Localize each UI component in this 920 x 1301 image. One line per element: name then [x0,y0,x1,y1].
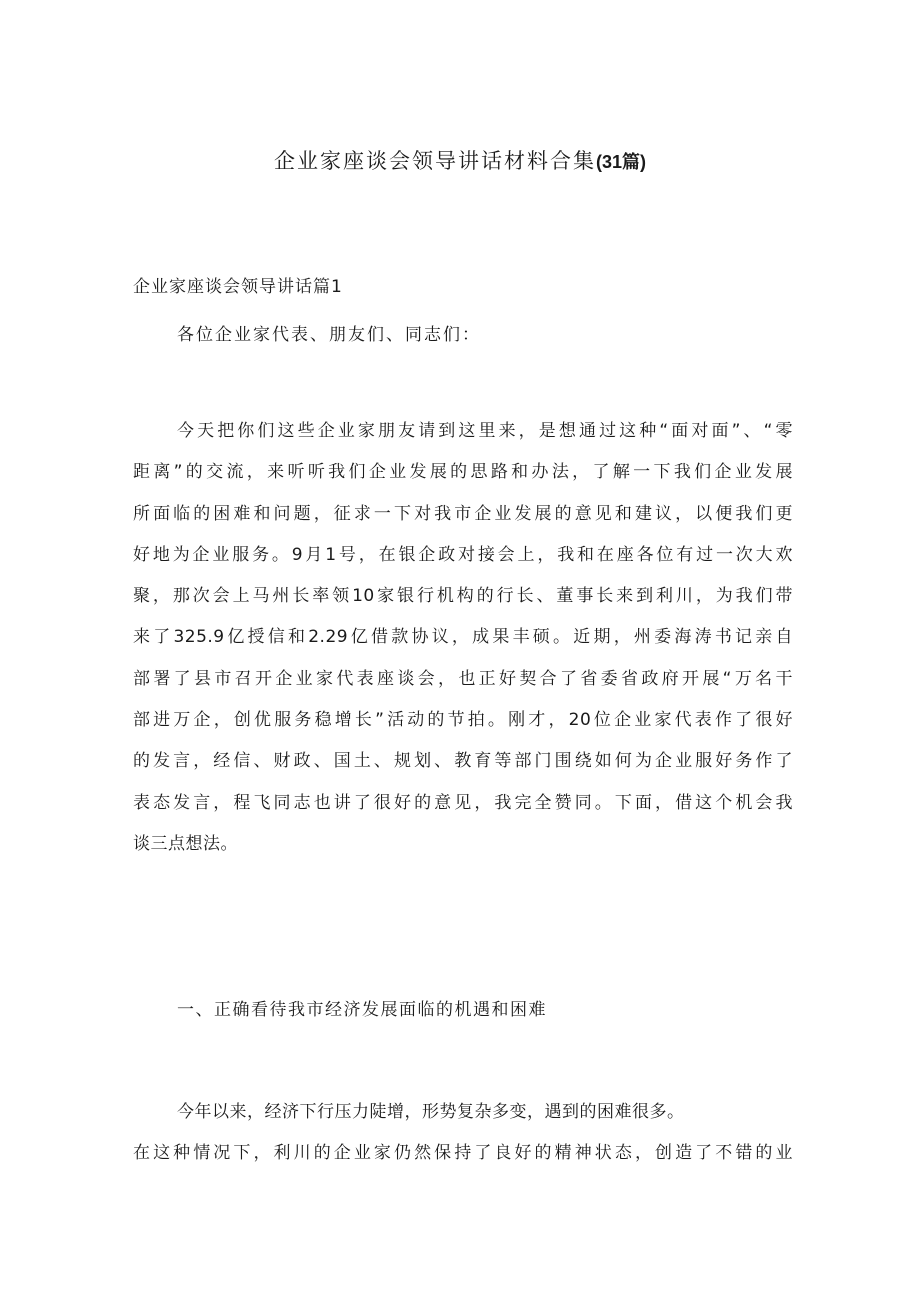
paragraph-line: 今天把你们这些企业家朋友请到这里来，是想通过这种“面对面”、“零 [177,421,793,441]
paragraph-line: 部进万企，创优服务稳增长”活动的节拍。刚才，20位企业家代表作了很好 [133,710,793,731]
speech-subheading: 企业家座谈会领导讲话篇1 [133,277,343,297]
document-title-text: 企业家座谈会领导讲话材料合集 [273,149,596,173]
document-title-suffix: (31篇) [595,152,646,172]
paragraph-2 [133,1092,793,1175]
paragraph-1 [133,411,793,865]
paragraph-line: 谈三点想法。 [133,833,238,854]
paragraph-line: 的发言，经信、财政、国土、规划、教育等部门围绕如何为企业服好务作了 [133,751,793,772]
paragraph-line: 在这种情况下，利川的企业家仍然保持了良好的精神状态，创造了不错的业 [133,1143,793,1164]
paragraph-line: 好地为企业服务。9月1号，在银企政对接会上，我和在座各位有过一次大欢 [133,544,793,565]
section-1-heading: 一、正确看待我市经济发展面临的机遇和困难 [177,1000,547,1020]
salutation: 各位企业家代表、朋友们、同志们： [177,325,481,345]
paragraph-line: 所面临的困难和问题，征求一下对我市企业发展的意见和建议，以便我们更 [133,503,793,524]
paragraph-line: 聚，那次会上马州长率领10家银行机构的行长、董事长来到利川，为我们带 [133,586,793,607]
document-title [0,145,920,175]
paragraph-line: 部署了县市召开企业家代表座谈会，也正好契合了省委省政府开展“万名干 [133,668,793,689]
paragraph-line: 来了325.9亿授信和2.29亿借款协议，成果丰硕。近期，州委海涛书记亲自 [133,627,793,648]
paragraph-line: 表态发言，程飞同志也讲了很好的意见，我完全赞同。下面，借这个机会我 [133,792,793,813]
paragraph-line: 今年以来，经济下行压力陡增，形势复杂多变，遇到的困难很多。 [177,1102,685,1122]
paragraph-line: 距离”的交流，来听听我们企业发展的思路和办法，了解一下我们企业发展 [133,462,793,483]
